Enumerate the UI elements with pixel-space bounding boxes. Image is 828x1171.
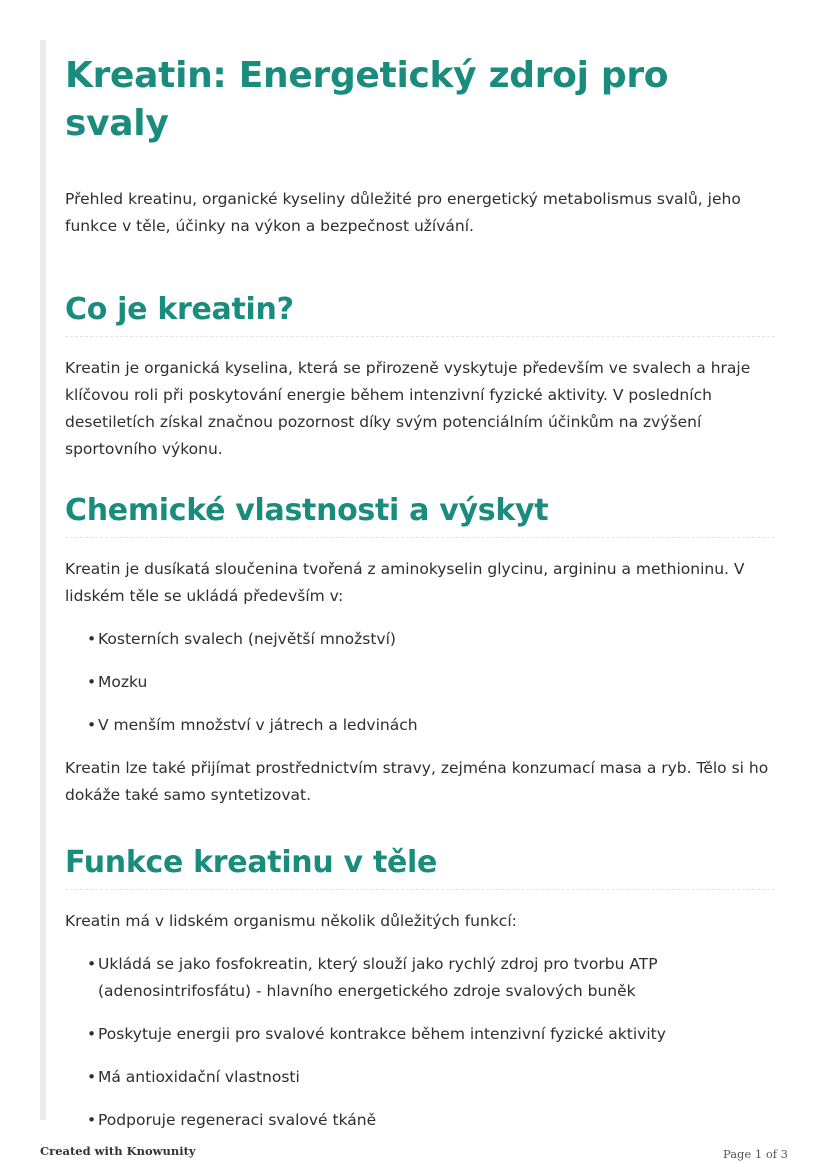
footer-credit: Created with Knowunity <box>40 1144 196 1158</box>
section-heading-what: Co je kreatin? <box>65 290 775 337</box>
section-paragraph-func: Kreatin má v lidském organismu několik důležitých funkcí: <box>65 912 517 930</box>
intro-paragraph: Přehled kreatinu, organické kyseliny důležité pro energetický metabolismus svalů, jeho funkce v těle, účinky na výkon a bezpečnost užívání. <box>65 190 741 235</box>
list-item: • V menším množství v játrech a ledvinách <box>65 712 775 739</box>
left-accent-bar <box>40 40 46 1120</box>
chem-list <box>65 626 775 739</box>
document-body <box>65 52 775 1150</box>
list-item: • Ukládá se jako fosfokreatin, který slouží jako rychlý zdroj pro tvorbu ATP (adenosintrifosfátu) - hlavního energetického zdroje svalových buněk <box>65 951 775 1005</box>
section-heading-chem: Chemické vlastnosti a výskyt <box>65 491 775 538</box>
page-title: Kreatin: Energetický zdroj pro svaly <box>65 55 669 144</box>
list-item: • Kosterních svalech (největší množství) <box>65 626 775 653</box>
page-number: Page 1 of 3 <box>722 1147 788 1161</box>
list-item: • Mozku <box>65 669 775 696</box>
section-paragraph-chem: Kreatin je dusíkatá sloučenina tvořená z aminokyselin glycinu, argininu a methioninu. V lidském těle se ukládá především v: <box>65 560 745 605</box>
list-item: • Poskytuje energii pro svalové kontrakce během intenzivní fyzické aktivity <box>65 1021 775 1048</box>
section-heading-func: Funkce kreatinu v těle <box>65 843 775 890</box>
list-item: • Podporuje regeneraci svalové tkáně <box>65 1107 775 1134</box>
section-paragraph-chem-2: Kreatin lze také přijímat prostřednictvím stravy, zejména konzumací masa a ryb. Tělo si ho dokáže také samo syntetizovat. <box>65 759 769 804</box>
list-item: • Má antioxidační vlastnosti <box>65 1064 775 1091</box>
section-paragraph-what: Kreatin je organická kyselina, která se přirozeně vyskytuje především ve svalech a hraje klíčovou roli při poskytování energie během intenzivní fyzické aktivity. V posledních desetiletích získal značnou pozornost díky svým potenciálním účinkům na zvýšení sportovního výkonu. <box>65 359 751 458</box>
func-list <box>65 951 775 1134</box>
